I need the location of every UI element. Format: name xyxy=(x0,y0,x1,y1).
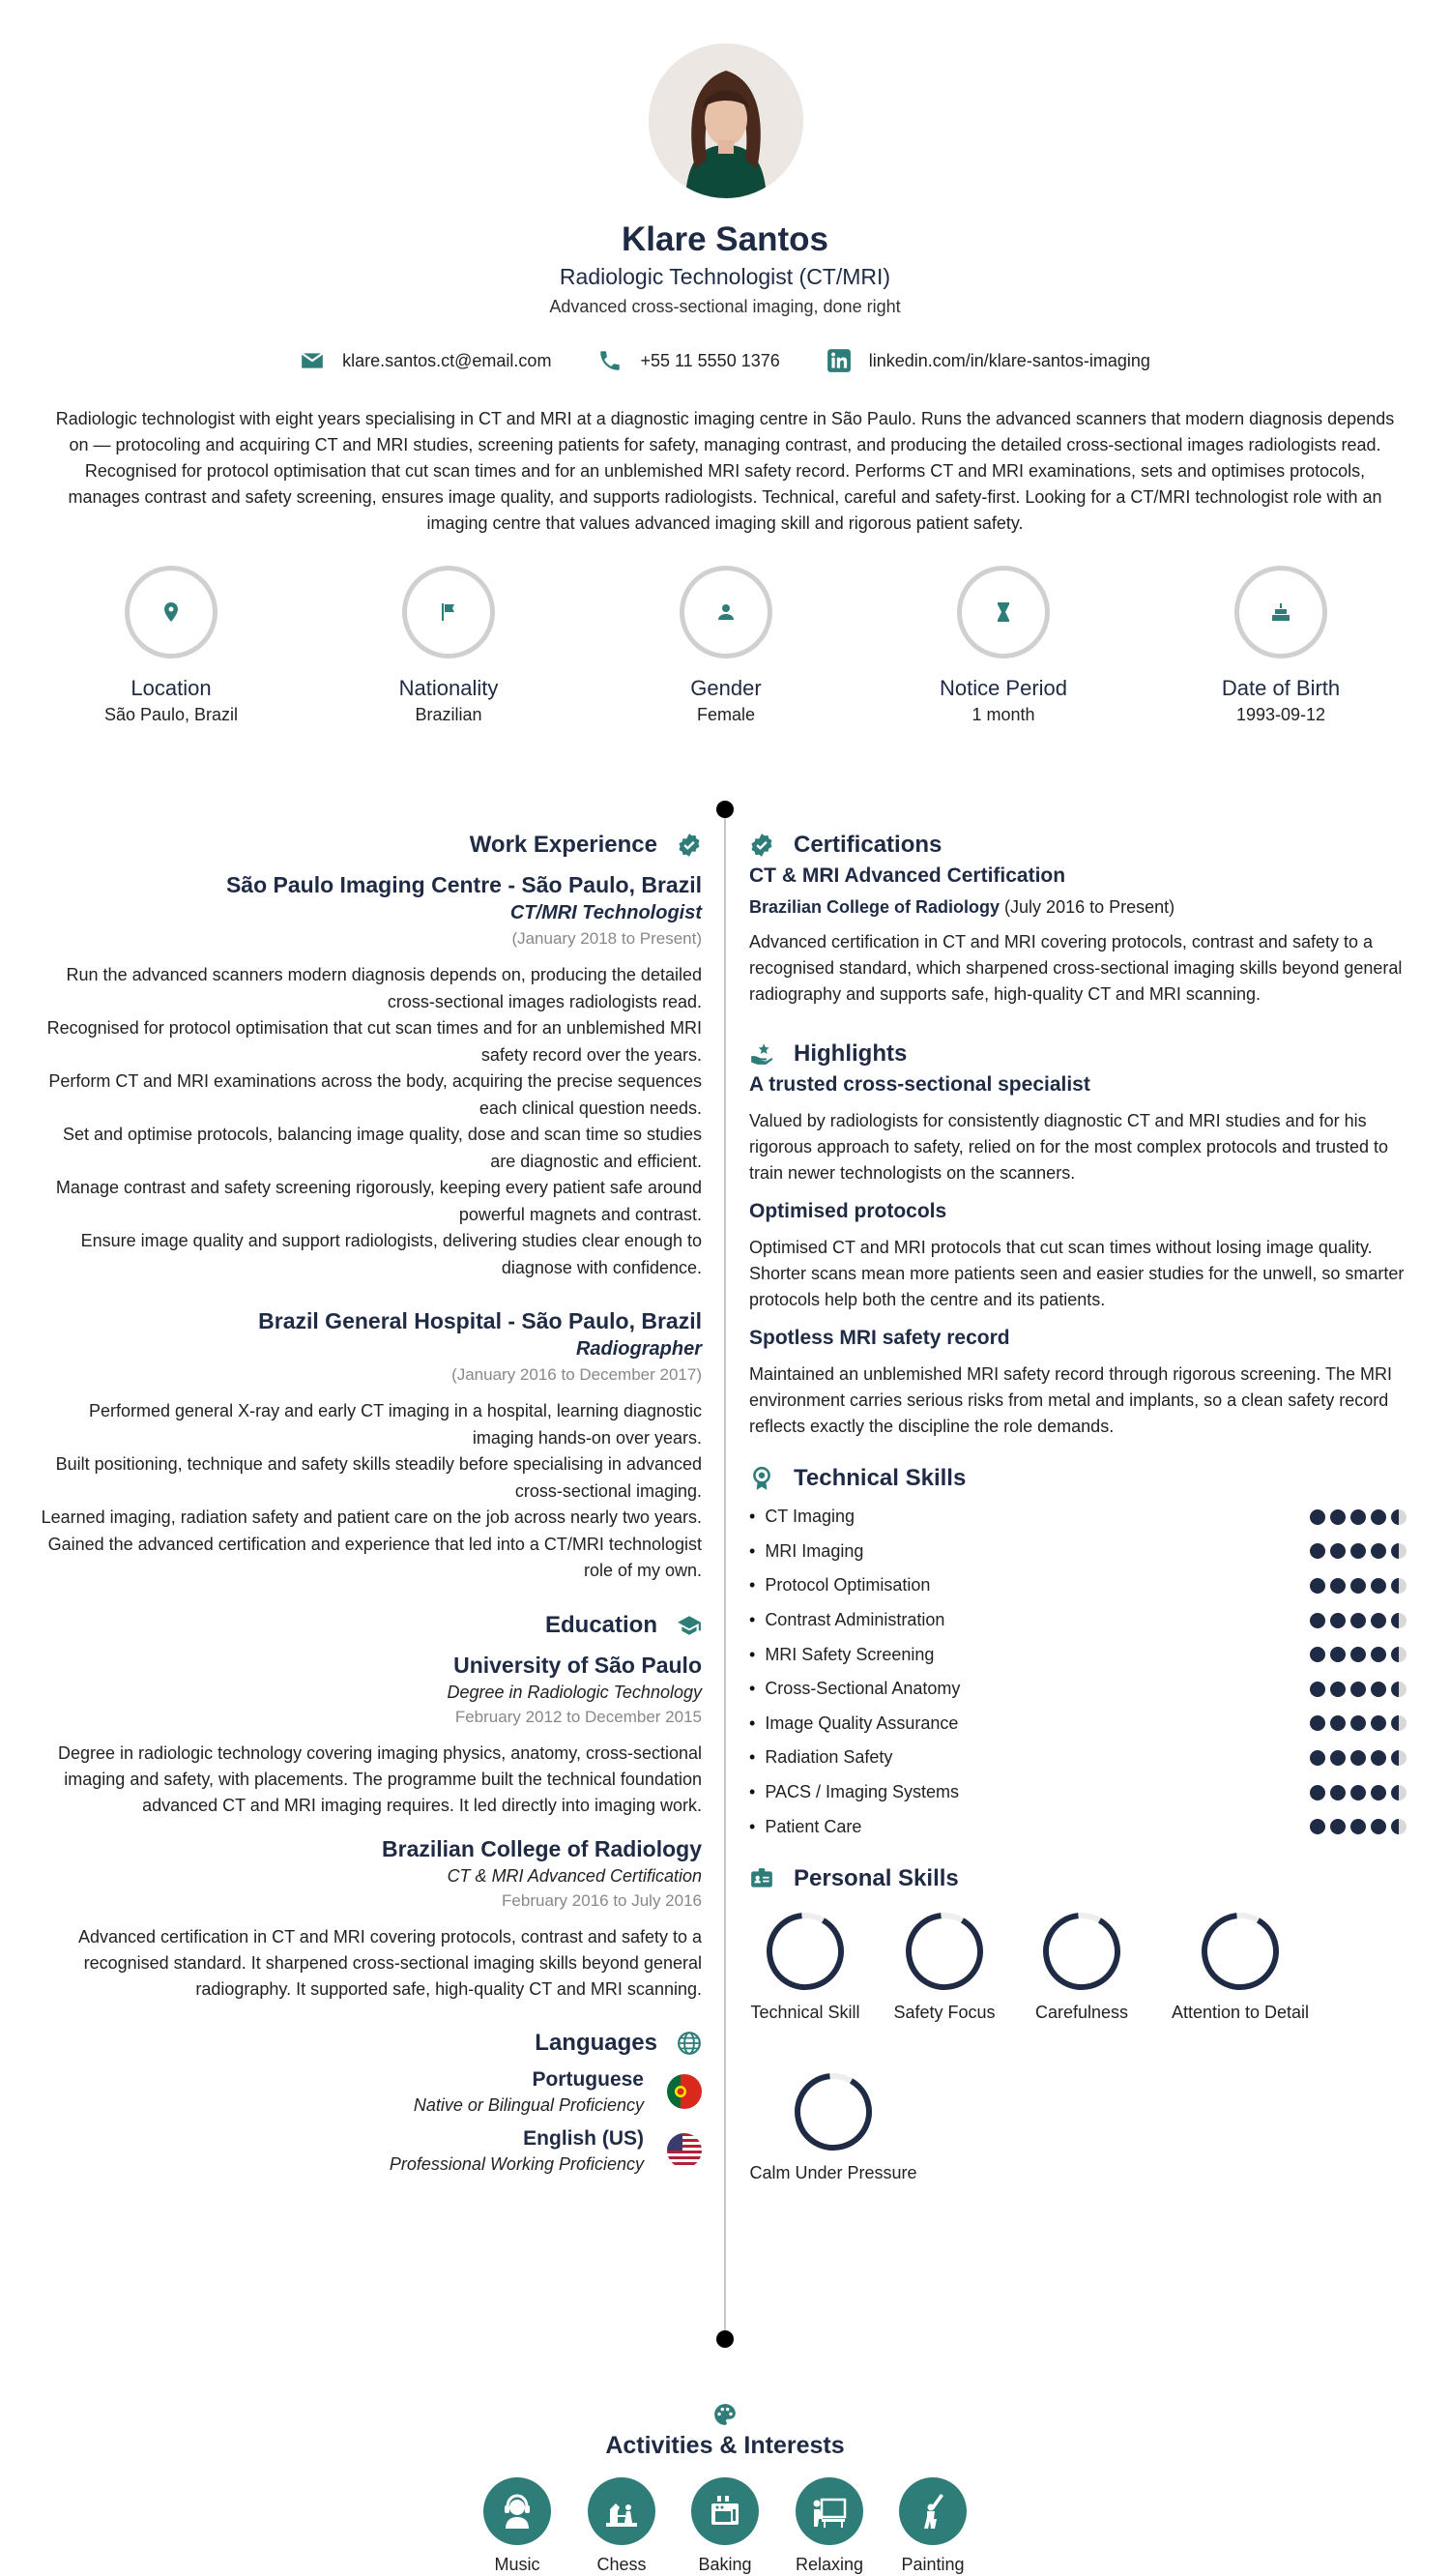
languages-heading xyxy=(39,2030,702,2057)
section-title: Technical Skills xyxy=(794,1465,967,1491)
rating-dot xyxy=(1310,1785,1325,1800)
info-value: 1 month xyxy=(972,705,1035,724)
rating-dot xyxy=(1371,1578,1386,1594)
timeline-line xyxy=(724,808,726,2338)
phone-icon xyxy=(597,348,623,373)
education-desc: Advanced certification in CT and MRI covering protocols, contrast and safety to a recognised standard. It sharpened cross-sectional imaging skills beyond general radiography. It supported safe, high-quality CT and MRI scanning. xyxy=(78,1926,702,1999)
personal-skill xyxy=(749,1910,861,2023)
highlight-desc: Valued by radiologists for consistently diagnostic CT and MRI studies and for his rigorous approach to safety, relied on for the most complex protocols and trusted to train newer technologists on the scanners. xyxy=(749,1111,1389,1183)
rating-dot xyxy=(1391,1578,1406,1594)
job-role: CT/MRI Technologist xyxy=(509,902,702,923)
rating-dot xyxy=(1371,1785,1386,1800)
certification-desc: Advanced certification in CT and MRI covering protocols, contrast and safety to a recognised standard, which sharpened cross-sectional imaging skills beyond general radiography and supports safe, high-quality CT and MRI scanning. xyxy=(749,932,1403,1004)
certification-title: CT & MRI Advanced Certification xyxy=(749,864,1066,887)
rating-dot xyxy=(1310,1682,1325,1697)
education-entry xyxy=(39,1836,702,2003)
rating-dot xyxy=(1330,1819,1346,1834)
chess-icon xyxy=(600,2490,643,2532)
skill-row xyxy=(749,1637,1406,1672)
rating-dot xyxy=(1330,1750,1346,1766)
rating-dot xyxy=(1350,1682,1366,1697)
degree: Degree in Radiologic Technology xyxy=(447,1682,702,1702)
rating-dot xyxy=(1330,1785,1346,1800)
activity-painting xyxy=(880,2477,986,2575)
personal-skill-name: Technical Skill xyxy=(750,2002,860,2022)
education-desc: Degree in radiologic technology covering imaging physics, anatomy, cross-sectional imaging and safety, with placements. The programme built the technical foundation advanced CT and MRI imaging requires. It led directly into imaging work. xyxy=(58,1742,702,1815)
email-icon xyxy=(300,348,325,373)
job-bullet: Run the advanced scanners modern diagnosis depends on, producing the detailed cross-sectional images radiologists read. xyxy=(66,965,702,1011)
info-value: 1993-09-12 xyxy=(1235,705,1326,724)
job-bullets xyxy=(39,962,702,1281)
info-location xyxy=(55,566,287,725)
rating-dot xyxy=(1371,1613,1386,1628)
skill-row xyxy=(749,1809,1406,1844)
phone-contact[interactable] xyxy=(597,348,779,373)
rating-dot xyxy=(1350,1647,1366,1662)
personal-skill xyxy=(1163,1910,1318,2023)
language-name: Portuguese xyxy=(532,2067,644,2091)
skill-rating xyxy=(1310,1543,1406,1559)
job-bullets xyxy=(39,1398,702,1585)
location-pin-icon xyxy=(160,600,183,624)
technical-skills-heading xyxy=(749,1465,1406,1492)
skill-row xyxy=(749,1775,1406,1810)
education-entry xyxy=(39,1653,702,1819)
usa-flag-icon xyxy=(667,2133,702,2168)
job-org: São Paulo Imaging Centre - São Paulo, Brazil xyxy=(225,872,702,897)
rating-dot xyxy=(1330,1647,1346,1662)
id-badge-icon xyxy=(749,1866,774,1891)
rating-dot xyxy=(1371,1647,1386,1662)
language-level: Native or Bilingual Proficiency xyxy=(413,2094,644,2115)
highlights-heading xyxy=(749,1040,1406,1068)
skill-name: • MRI Imaging xyxy=(749,1541,863,1562)
skill-row xyxy=(749,1500,1406,1535)
activities-heading: Activities & Interests xyxy=(605,2432,845,2459)
rating-dot xyxy=(1391,1509,1406,1525)
info-value: São Paulo, Brazil xyxy=(103,705,239,724)
activity-music xyxy=(464,2477,570,2575)
skill-rating xyxy=(1310,1509,1406,1525)
job-bullet: Built positioning, technique and safety skills steadily before specialising in advanced cross-sectional imaging. xyxy=(55,1454,702,1501)
highlight-title: Spotless MRI safety record xyxy=(749,1327,1010,1349)
skill-rating xyxy=(1310,1578,1406,1594)
personal-skill xyxy=(888,1910,1000,2023)
ring-progress xyxy=(1199,1910,1282,1993)
info-notice-period xyxy=(887,566,1119,725)
info-gender xyxy=(610,566,842,725)
rating-dot xyxy=(1310,1750,1325,1766)
relaxing-icon xyxy=(808,2490,851,2532)
rating-dot xyxy=(1371,1682,1386,1697)
rating-dot xyxy=(1310,1819,1325,1834)
left-column xyxy=(39,832,702,2175)
highlight-desc: Maintained an unblemished MRI safety record through rigorous screening. The MRI environment carries serious risks from metal and implants, so a clean safety record reflects exactly the discipline the role demands. xyxy=(749,1364,1393,1436)
info-value: Female xyxy=(696,705,756,724)
rating-dot xyxy=(1350,1715,1366,1731)
portugal-flag-icon xyxy=(667,2074,702,2109)
job-bullet: Performed general X-ray and early CT imaging in a hospital, learning diagnostic imaging hands-on over years. xyxy=(88,1401,702,1448)
rating-dot xyxy=(1350,1613,1366,1628)
contact-bar xyxy=(0,348,1450,373)
globe-icon xyxy=(677,2031,702,2056)
degree: CT & MRI Advanced Certification xyxy=(447,1865,702,1886)
skill-name: • CT Imaging xyxy=(749,1507,855,1527)
rating-dot xyxy=(1310,1543,1325,1559)
rating-dot xyxy=(1350,1543,1366,1559)
rating-dot xyxy=(1371,1509,1386,1525)
verified-badge-icon xyxy=(677,833,702,858)
job-entry xyxy=(39,1308,702,1585)
info-label: Location xyxy=(130,676,212,700)
activity-label: Relaxing xyxy=(795,2555,864,2574)
skill-ring xyxy=(903,1910,986,1993)
rating-dot xyxy=(1371,1715,1386,1731)
verified-badge-icon xyxy=(749,833,774,858)
candidate-name: Klare Santos xyxy=(622,220,828,258)
skill-ring xyxy=(792,2070,875,2153)
rating-dot xyxy=(1350,1785,1366,1800)
skill-name: • Image Quality Assurance xyxy=(749,1713,958,1734)
language-name: English (US) xyxy=(523,2126,644,2150)
flag-icon xyxy=(437,600,460,624)
language-item xyxy=(39,2127,702,2175)
section-title: Highlights xyxy=(794,1040,908,1067)
skill-row xyxy=(749,1707,1406,1742)
phone-text: +55 11 5550 1376 xyxy=(640,350,780,370)
ring-progress xyxy=(792,2070,875,2153)
education-heading xyxy=(39,1612,702,1639)
activity-chess xyxy=(568,2477,675,2575)
right-column xyxy=(749,832,1406,2268)
personal-skill xyxy=(1026,1910,1138,2023)
rating-dot xyxy=(1371,1543,1386,1559)
info-nationality xyxy=(333,566,565,725)
personal-skill-name: Attention to Detail xyxy=(1171,2002,1310,2022)
job-bullet: Set and optimise protocols, balancing image quality, dose and scan time so studies are diagnostic and efficient. xyxy=(62,1125,702,1171)
skill-name: • Radiation Safety xyxy=(749,1747,892,1768)
job-bullet: Perform CT and MRI examinations across the body, acquiring the precise sequences each clinical question needs. xyxy=(48,1071,702,1118)
certifications-heading xyxy=(749,832,1406,859)
info-date-of-birth xyxy=(1165,566,1397,725)
skill-name: • Cross-Sectional Anatomy xyxy=(749,1679,960,1699)
info-label: Date of Birth xyxy=(1221,676,1341,700)
job-date: (January 2018 to Present) xyxy=(511,929,702,948)
rating-dot xyxy=(1350,1819,1366,1834)
skill-row xyxy=(749,1672,1406,1707)
job-bullet: Learned imaging, radiation safety and patient care on the job across nearly two years. xyxy=(41,1508,702,1527)
skill-rating xyxy=(1310,1647,1406,1662)
activity-label: Painting xyxy=(901,2555,965,2574)
activity-baking xyxy=(672,2477,778,2575)
skill-row xyxy=(749,1535,1406,1569)
education-date: February 2012 to December 2015 xyxy=(454,1707,702,1726)
personal-skill xyxy=(749,2070,917,2183)
rating-dot xyxy=(1330,1509,1346,1525)
job-bullet: Recognised for protocol optimisation that cut scan times and for an unblemished MRI safety record over the years. xyxy=(46,1018,702,1065)
ring-progress xyxy=(903,1910,986,1993)
baking-icon xyxy=(704,2490,746,2532)
section-title: Personal Skills xyxy=(794,1864,959,1891)
job-entry xyxy=(39,872,702,1281)
email-contact[interactable] xyxy=(300,348,551,373)
painting-icon xyxy=(912,2490,954,2532)
hourglass-icon xyxy=(992,600,1015,624)
info-value: Brazilian xyxy=(415,705,482,724)
language-level: Professional Working Proficiency xyxy=(389,2153,644,2174)
linkedin-contact[interactable] xyxy=(826,348,1150,373)
job-bullet: Manage contrast and safety screening rigorously, keeping every patient safe around powerful magnets and contrast. xyxy=(55,1178,702,1224)
info-label: Nationality xyxy=(398,676,499,700)
language-item xyxy=(39,2068,702,2116)
skill-rating xyxy=(1310,1682,1406,1697)
rating-dot xyxy=(1391,1613,1406,1628)
activity-label: Music xyxy=(494,2555,540,2574)
highlight-title: A trusted cross-sectional specialist xyxy=(749,1073,1090,1096)
activity-label: Chess xyxy=(596,2555,647,2574)
rating-dot xyxy=(1391,1543,1406,1559)
skill-name: • MRI Safety Screening xyxy=(749,1645,934,1665)
person-icon xyxy=(714,600,738,624)
rating-dot xyxy=(1310,1509,1325,1525)
info-label: Gender xyxy=(690,676,762,700)
skill-ring xyxy=(1040,1910,1123,1993)
rating-dot xyxy=(1330,1682,1346,1697)
skill-rating xyxy=(1310,1819,1406,1834)
rating-dot xyxy=(1350,1578,1366,1594)
work-experience-heading xyxy=(39,832,702,859)
graduation-cap-icon xyxy=(677,1613,702,1638)
rating-dot xyxy=(1330,1543,1346,1559)
skill-row xyxy=(749,1568,1406,1603)
rating-dot xyxy=(1371,1819,1386,1834)
highlight-desc: Optimised CT and MRI protocols that cut scan times without losing image quality. Shorter scans mean more patients seen and easier studies for the unwell, so smarter protocols help both the centre and its patients. xyxy=(749,1238,1405,1309)
rating-dot xyxy=(1310,1647,1325,1662)
skill-name: • Patient Care xyxy=(749,1817,861,1837)
rating-dot xyxy=(1310,1578,1325,1594)
rating-dot xyxy=(1310,1613,1325,1628)
profile-summary: Radiologic technologist with eight years specialising in CT and MRI at a diagnostic imaging centre in São Paulo. Runs the advanced scanners that modern diagnosis depends on — protocoling and acquiring CT and MRI studies, screening patients for safety, managing contrast, and producing the detailed cross-sectional images radiologists read. Recognised for protocol optimisation that cut scan times and for an unblemished MRI safety record. Performs CT and MRI examinations, sets and optimises protocols, manages contrast and safety screening, ensures image quality, and supports radiologists. Technical, careful and safety-first. Looking for a CT/MRI technologist role with an imaging centre that values advanced imaging skill and rigorous patient safety. xyxy=(55,409,1395,533)
certification-period: (July 2016 to Present) xyxy=(1004,897,1175,917)
rating-dot xyxy=(1391,1647,1406,1662)
skill-ring xyxy=(1199,1910,1282,1993)
personal-skill-name: Safety Focus xyxy=(893,2002,996,2022)
job-org: Brazil General Hospital - São Paulo, Brazil xyxy=(258,1308,702,1333)
section-title: Certifications xyxy=(794,832,942,858)
linkedin-text: linkedin.com/in/klare-santos-imaging xyxy=(868,350,1150,370)
skill-rating xyxy=(1310,1613,1406,1628)
job-title: Radiologic Technologist (CT/MRI) xyxy=(559,264,891,289)
rating-dot xyxy=(1310,1715,1325,1731)
activity-relaxing xyxy=(776,2477,883,2575)
school-name: Brazilian College of Radiology xyxy=(382,1835,702,1861)
skill-rating xyxy=(1310,1715,1406,1731)
info-label: Notice Period xyxy=(939,676,1068,700)
profile-photo xyxy=(649,44,803,198)
rating-dot xyxy=(1350,1509,1366,1525)
activity-label: Baking xyxy=(698,2555,752,2574)
certification-meta xyxy=(749,897,1406,918)
education-date: February 2016 to July 2016 xyxy=(502,1890,702,1910)
section-title: Education xyxy=(544,1611,657,1638)
section-title: Languages xyxy=(535,2029,657,2056)
skill-rating xyxy=(1310,1785,1406,1800)
timeline-end-dot xyxy=(716,2330,734,2348)
personal-skill-name: Carefulness xyxy=(1034,2002,1129,2022)
ring-progress xyxy=(1040,1910,1123,1993)
music-icon xyxy=(496,2490,538,2532)
personal-skills-grid xyxy=(749,1910,1406,2268)
job-date: (January 2016 to December 2017) xyxy=(451,1365,702,1384)
skill-ring xyxy=(764,1910,847,1993)
linkedin-icon xyxy=(826,348,852,373)
rating-dot xyxy=(1330,1715,1346,1731)
rating-dot xyxy=(1391,1819,1406,1834)
tagline: Advanced cross-sectional imaging, done right xyxy=(549,297,901,316)
personal-skills-heading xyxy=(749,1865,1406,1892)
rating-dot xyxy=(1350,1750,1366,1766)
skill-name: • Contrast Administration xyxy=(749,1610,944,1630)
rating-dot xyxy=(1391,1682,1406,1697)
certification-issuer: Brazilian College of Radiology xyxy=(749,897,1000,917)
timeline-start-dot xyxy=(716,801,734,818)
section-title: Work Experience xyxy=(469,832,657,858)
school-name: University of São Paulo xyxy=(453,1652,702,1678)
email-text: klare.santos.ct@email.com xyxy=(342,350,552,370)
skill-row xyxy=(749,1741,1406,1775)
cake-icon xyxy=(1269,600,1292,624)
job-bullet: Ensure image quality and support radiologists, delivering studies clear enough to diagnose with confidence. xyxy=(80,1231,702,1277)
rating-dot xyxy=(1371,1750,1386,1766)
rating-dot xyxy=(1330,1613,1346,1628)
skill-rating xyxy=(1310,1750,1406,1766)
star-hand-icon xyxy=(749,1041,774,1067)
technical-skills-list xyxy=(749,1500,1406,1844)
rating-dot xyxy=(1330,1578,1346,1594)
skill-name: • Protocol Optimisation xyxy=(749,1575,930,1595)
highlight-title: Optimised protocols xyxy=(749,1200,947,1222)
job-bullet: Gained the advanced certification and experience that led into a CT/MRI technologist role of my own. xyxy=(47,1534,702,1580)
job-role: Radiographer xyxy=(575,1338,702,1360)
skill-name: • PACS / Imaging Systems xyxy=(749,1782,959,1802)
skill-row xyxy=(749,1603,1406,1638)
palette-icon xyxy=(712,2402,738,2427)
ring-progress xyxy=(764,1910,847,1993)
rating-dot xyxy=(1391,1715,1406,1731)
award-ribbon-icon xyxy=(749,1466,774,1491)
personal-skill-name: Calm Under Pressure xyxy=(749,2162,917,2182)
rating-dot xyxy=(1391,1750,1406,1766)
rating-dot xyxy=(1391,1785,1406,1800)
